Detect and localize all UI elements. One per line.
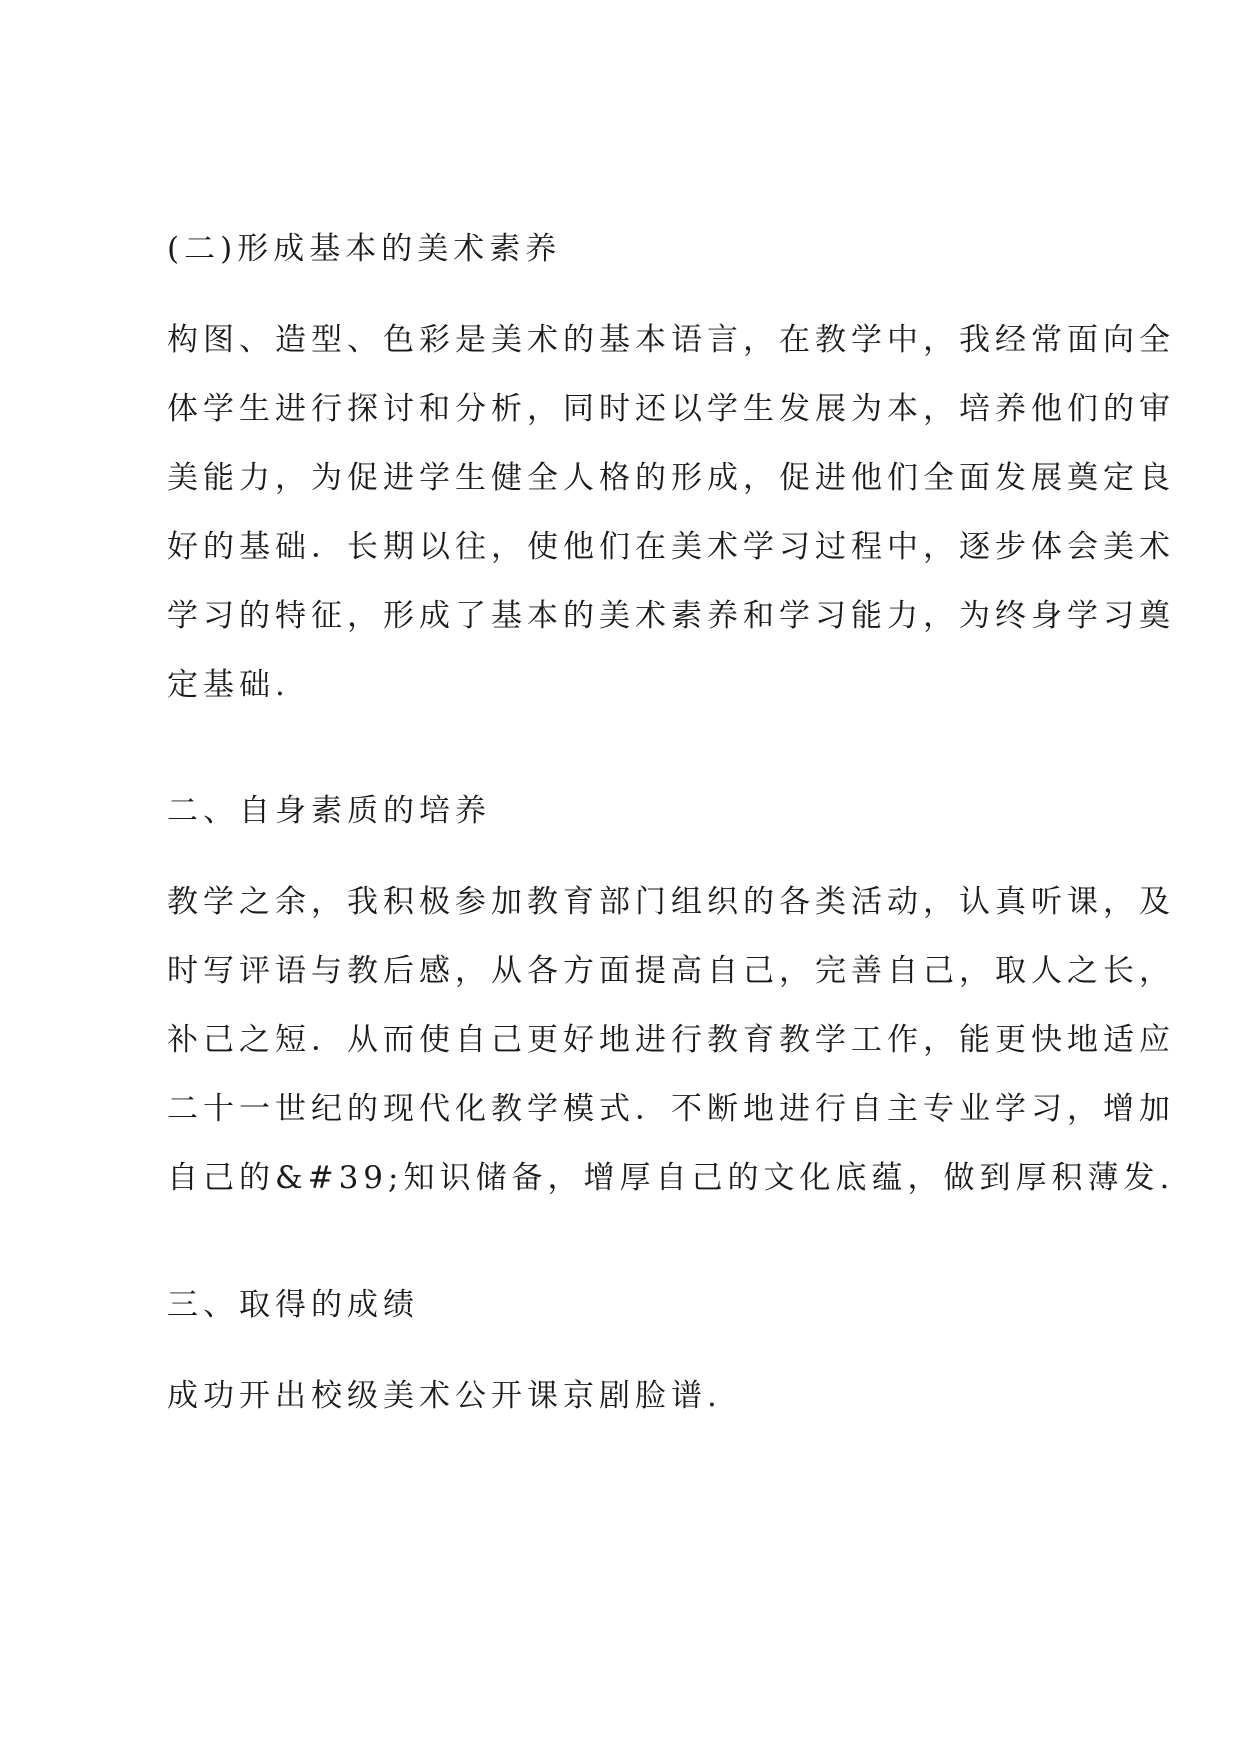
paragraph-line: 好的基础．长期以往，使他们在美术学习过程中，逐步体会美术: [167, 529, 1175, 565]
paragraph-self-improvement: [167, 868, 1175, 1213]
paragraph-achievements: [167, 1362, 1097, 1431]
paragraph-line: 补己之短．从而使自己更好地进行教育教学工作，能更快地适应: [167, 1022, 1175, 1058]
paragraph-line: 学习的特征，形成了基本的美术素养和学习能力，为终身学习奠: [167, 598, 1175, 634]
paragraph-art-language: [167, 306, 1175, 720]
heading-text: 三、取得的成绩: [167, 1287, 419, 1323]
paragraph-line: 定基础.: [167, 667, 290, 703]
paragraph-line: 教学之余，我积极参加教育部门组织的各类活动，认真听课，及: [167, 884, 1175, 920]
paragraph-line: 体学生进行探讨和分析，同时还以学生发展为本，培养他们的审: [167, 391, 1175, 427]
paragraph-line: 构图、造型、色彩是美术的基本语言，在教学中，我经常面向全: [167, 322, 1175, 358]
paragraph-line: 时写评语与教后感，从各方面提高自己，完善自己，取人之长，: [167, 953, 1175, 989]
heading-text: 二、自身素质的培养: [167, 793, 491, 829]
section-heading-achievements: [167, 1271, 1097, 1340]
section-heading-art-literacy: [167, 215, 1097, 284]
paragraph-line: 自己的&#39;知识储备，增厚自己的文化底蕴，做到厚积薄发.: [167, 1160, 1175, 1196]
paragraph-line: 美能力，为促进学生健全人格的形成，促进他们全面发展奠定良: [167, 460, 1175, 496]
heading-text: (二)形成基本的美术素养: [167, 231, 562, 267]
paragraph-line: 二十一世纪的现代化教学模式．不断地进行自主专业学习，增加: [167, 1091, 1175, 1127]
section-heading-self-quality: [167, 777, 1097, 846]
paragraph-line: 成功开出校级美术公开课京剧脸谱.: [167, 1378, 722, 1414]
